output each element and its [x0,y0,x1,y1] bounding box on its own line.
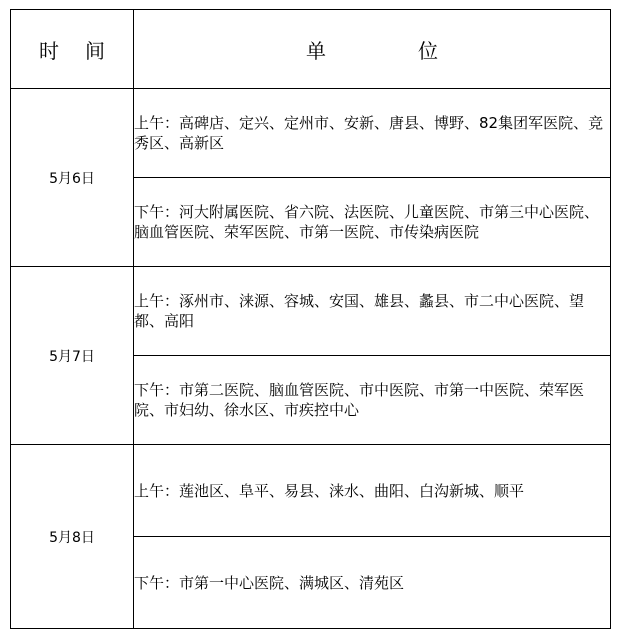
morning-session-cell: 上午：莲池区、阜平、易县、涞水、曲阳、白沟新城、顺平 [134,445,611,537]
unit-header [134,10,611,89]
date-cell: 5月6日 [11,89,134,267]
morning-session-cell: 上午：高碑店、定兴、定州市、安新、唐县、博野、82集团军医院、竞秀区、高新区 [134,89,611,178]
table-row [11,445,611,537]
header-row [11,10,611,89]
afternoon-session-cell: 下午：市第一中心医院、满城区、清苑区 [134,537,611,629]
date-cell: 5月8日 [11,445,134,629]
unit-header-char-2: 位 [418,38,438,63]
table-row [11,89,611,178]
unit-header-char-1: 单 [306,38,326,63]
morning-session-cell: 上午：涿州市、涞源、容城、安国、雄县、蠡县、市二中心医院、望都、高阳 [134,267,611,356]
time-header [11,10,134,89]
afternoon-session-cell: 下午：河大附属医院、省六院、法医院、儿童医院、市第三中心医院、脑血管医院、荣军医院、市第一医院、市传染病医院 [134,178,611,267]
date-cell: 5月7日 [11,267,134,445]
schedule-table [10,9,611,629]
time-header-char-2: 间 [85,38,105,63]
table-row [11,267,611,356]
time-header-char-1: 时 [39,38,59,63]
afternoon-session-cell: 下午：市第二医院、脑血管医院、市中医院、市第一中医院、荣军医院、市妇幼、徐水区、市疾控中心 [134,356,611,445]
